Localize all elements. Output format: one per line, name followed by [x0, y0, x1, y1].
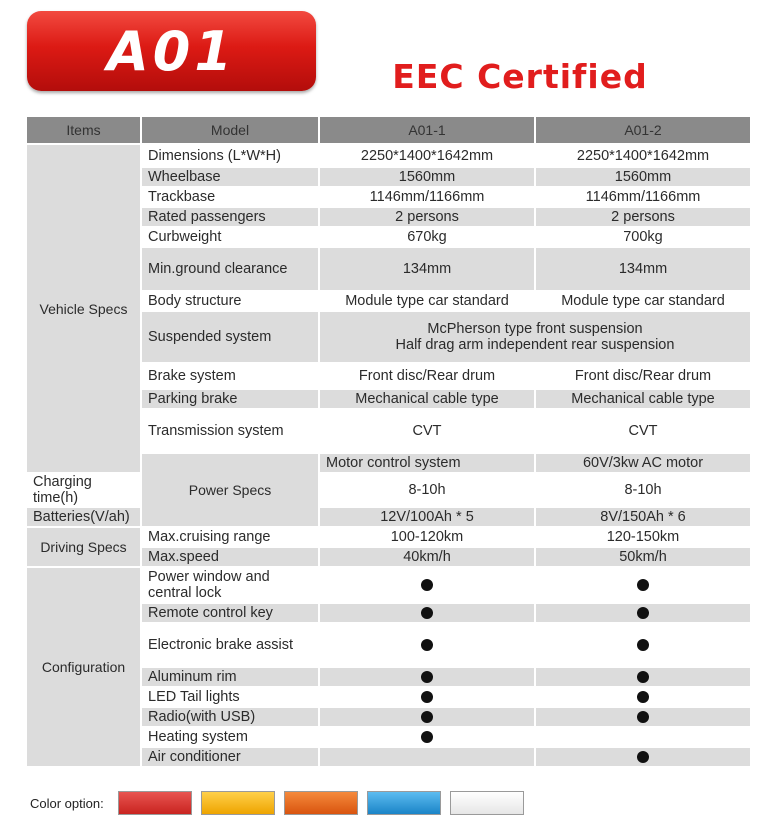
- row-label: Air conditioner: [142, 748, 318, 766]
- cell-a01-1: 1146mm/1166mm: [320, 188, 534, 206]
- standard-dot-icon: [637, 691, 649, 703]
- certification-title: EEC Certified: [392, 57, 648, 96]
- row-label: Trackbase: [142, 188, 318, 206]
- model-logo: [27, 11, 316, 91]
- row-label: Power window and central lock: [142, 568, 318, 602]
- row-label: Body structure: [142, 292, 318, 310]
- table-row: [27, 568, 752, 602]
- header-items: Items: [27, 117, 140, 143]
- cell-a01-2: 2250*1400*1642mm: [536, 145, 750, 166]
- cell-a01-2: [536, 568, 750, 602]
- cell-a01-2: [536, 728, 750, 746]
- cell-a01-1: 2250*1400*1642mm: [320, 145, 534, 166]
- row-label: Min.ground clearance: [142, 248, 318, 290]
- cell-a01-1: Front disc/Rear drum: [320, 364, 534, 388]
- group-driving-specs: Driving Specs: [27, 528, 140, 566]
- model-logo-text: A01: [107, 19, 236, 83]
- cell-a01-2: Module type car standard: [536, 292, 750, 310]
- cell-a01-2: Front disc/Rear drum: [536, 364, 750, 388]
- row-label: Brake system: [142, 364, 318, 388]
- row-label: Aluminum rim: [142, 668, 318, 686]
- standard-dot-icon: [637, 751, 649, 763]
- group-configuration: Configuration: [27, 568, 140, 766]
- row-label: Rated passengers: [142, 208, 318, 226]
- cell-a01-2: 1560mm: [536, 168, 750, 186]
- cell-a01-1: Module type car standard: [320, 292, 534, 310]
- standard-dot-icon: [637, 671, 649, 683]
- standard-dot-icon: [637, 579, 649, 591]
- cell-suspension: [320, 312, 750, 362]
- color-swatch-blue: [367, 791, 441, 815]
- row-label: Electronic brake assist: [142, 624, 318, 666]
- table-row: [27, 528, 752, 546]
- cell-a01-2: CVT: [536, 410, 750, 452]
- row-label: Charging time(h): [27, 474, 140, 506]
- row-label: Max.speed: [142, 548, 318, 566]
- cell-a01-2: Mechanical cable type: [536, 390, 750, 408]
- standard-dot-icon: [421, 731, 433, 743]
- standard-dot-icon: [637, 711, 649, 723]
- row-label: Max.cruising range: [142, 528, 318, 546]
- group-vehicle-specs: Vehicle Specs: [27, 145, 140, 472]
- cell-a01-2: 8V/150Ah * 6: [536, 508, 750, 526]
- row-label: Batteries(V/ah): [27, 508, 140, 526]
- standard-dot-icon: [421, 579, 433, 591]
- group-power-specs: Power Specs: [142, 454, 318, 526]
- table-row: [27, 508, 752, 526]
- cell-a01-1: 8-10h: [320, 474, 534, 506]
- cell-a01-2: 1146mm/1166mm: [536, 188, 750, 206]
- cell-a01-1: 60V/3kw AC motor: [536, 454, 750, 472]
- standard-dot-icon: [421, 639, 433, 651]
- row-label: Curbweight: [142, 228, 318, 246]
- table-row: [27, 474, 752, 506]
- cell-a01-1: 1560mm: [320, 168, 534, 186]
- color-swatch-white: [450, 791, 524, 815]
- cell-a01-1: [320, 728, 534, 746]
- row-label: Motor control system: [320, 454, 534, 472]
- standard-dot-icon: [421, 711, 433, 723]
- cell-a01-1: [320, 688, 534, 706]
- spec-table: [25, 115, 754, 768]
- cell-a01-2: [536, 604, 750, 622]
- standard-dot-icon: [421, 691, 433, 703]
- cell-a01-2: 2 persons: [536, 208, 750, 226]
- header-model: Model: [142, 117, 318, 143]
- color-swatch-yellow: [201, 791, 275, 815]
- cell-a01-1: [320, 748, 534, 766]
- cell-a01-2: [536, 688, 750, 706]
- header-a01-1: A01-1: [320, 117, 534, 143]
- standard-dot-icon: [421, 671, 433, 683]
- cell-a01-1: 670kg: [320, 228, 534, 246]
- standard-dot-icon: [421, 607, 433, 619]
- row-label: LED Tail lights: [142, 688, 318, 706]
- cell-a01-2: 134mm: [536, 248, 750, 290]
- cell-a01-1: [320, 668, 534, 686]
- color-swatch-orange: [284, 791, 358, 815]
- cell-a01-1: Mechanical cable type: [320, 390, 534, 408]
- row-label: Remote control key: [142, 604, 318, 622]
- color-swatch-red: [118, 791, 192, 815]
- standard-dot-icon: [637, 607, 649, 619]
- row-label: Heating system: [142, 728, 318, 746]
- cell-a01-1: CVT: [320, 410, 534, 452]
- color-option-label: Color option:: [30, 795, 104, 811]
- header-a01-2: A01-2: [536, 117, 750, 143]
- standard-dot-icon: [637, 639, 649, 651]
- cell-a01-1: 100-120km: [320, 528, 534, 546]
- cell-a01-1: [320, 708, 534, 726]
- cell-a01-1: [320, 624, 534, 666]
- row-label: Wheelbase: [142, 168, 318, 186]
- color-options: [30, 790, 533, 816]
- row-label: Suspended system: [142, 312, 318, 362]
- table-header-row: [27, 117, 752, 143]
- cell-a01-2: [536, 668, 750, 686]
- cell-a01-2: [536, 748, 750, 766]
- cell-a01-1: 2 persons: [320, 208, 534, 226]
- cell-a01-2: [536, 624, 750, 666]
- row-label: Transmission system: [142, 410, 318, 452]
- cell-a01-1: 40km/h: [320, 548, 534, 566]
- cell-a01-2: 8-10h: [536, 474, 750, 506]
- row-label: Radio(with USB): [142, 708, 318, 726]
- cell-a01-1: [320, 604, 534, 622]
- cell-a01-1: 134mm: [320, 248, 534, 290]
- row-label: Parking brake: [142, 390, 318, 408]
- suspension-line-front: McPherson type front suspension: [427, 321, 643, 337]
- cell-a01-2: 700kg: [536, 228, 750, 246]
- cell-a01-2: 120-150km: [536, 528, 750, 546]
- row-label: Dimensions (L*W*H): [142, 145, 318, 166]
- cell-a01-1: [320, 568, 534, 602]
- cell-a01-1: 12V/100Ah * 5: [320, 508, 534, 526]
- cell-a01-2: [536, 708, 750, 726]
- cell-a01-2: 50km/h: [536, 548, 750, 566]
- suspension-line-rear: Half drag arm independent rear suspension: [395, 337, 675, 353]
- table-row: [27, 145, 752, 166]
